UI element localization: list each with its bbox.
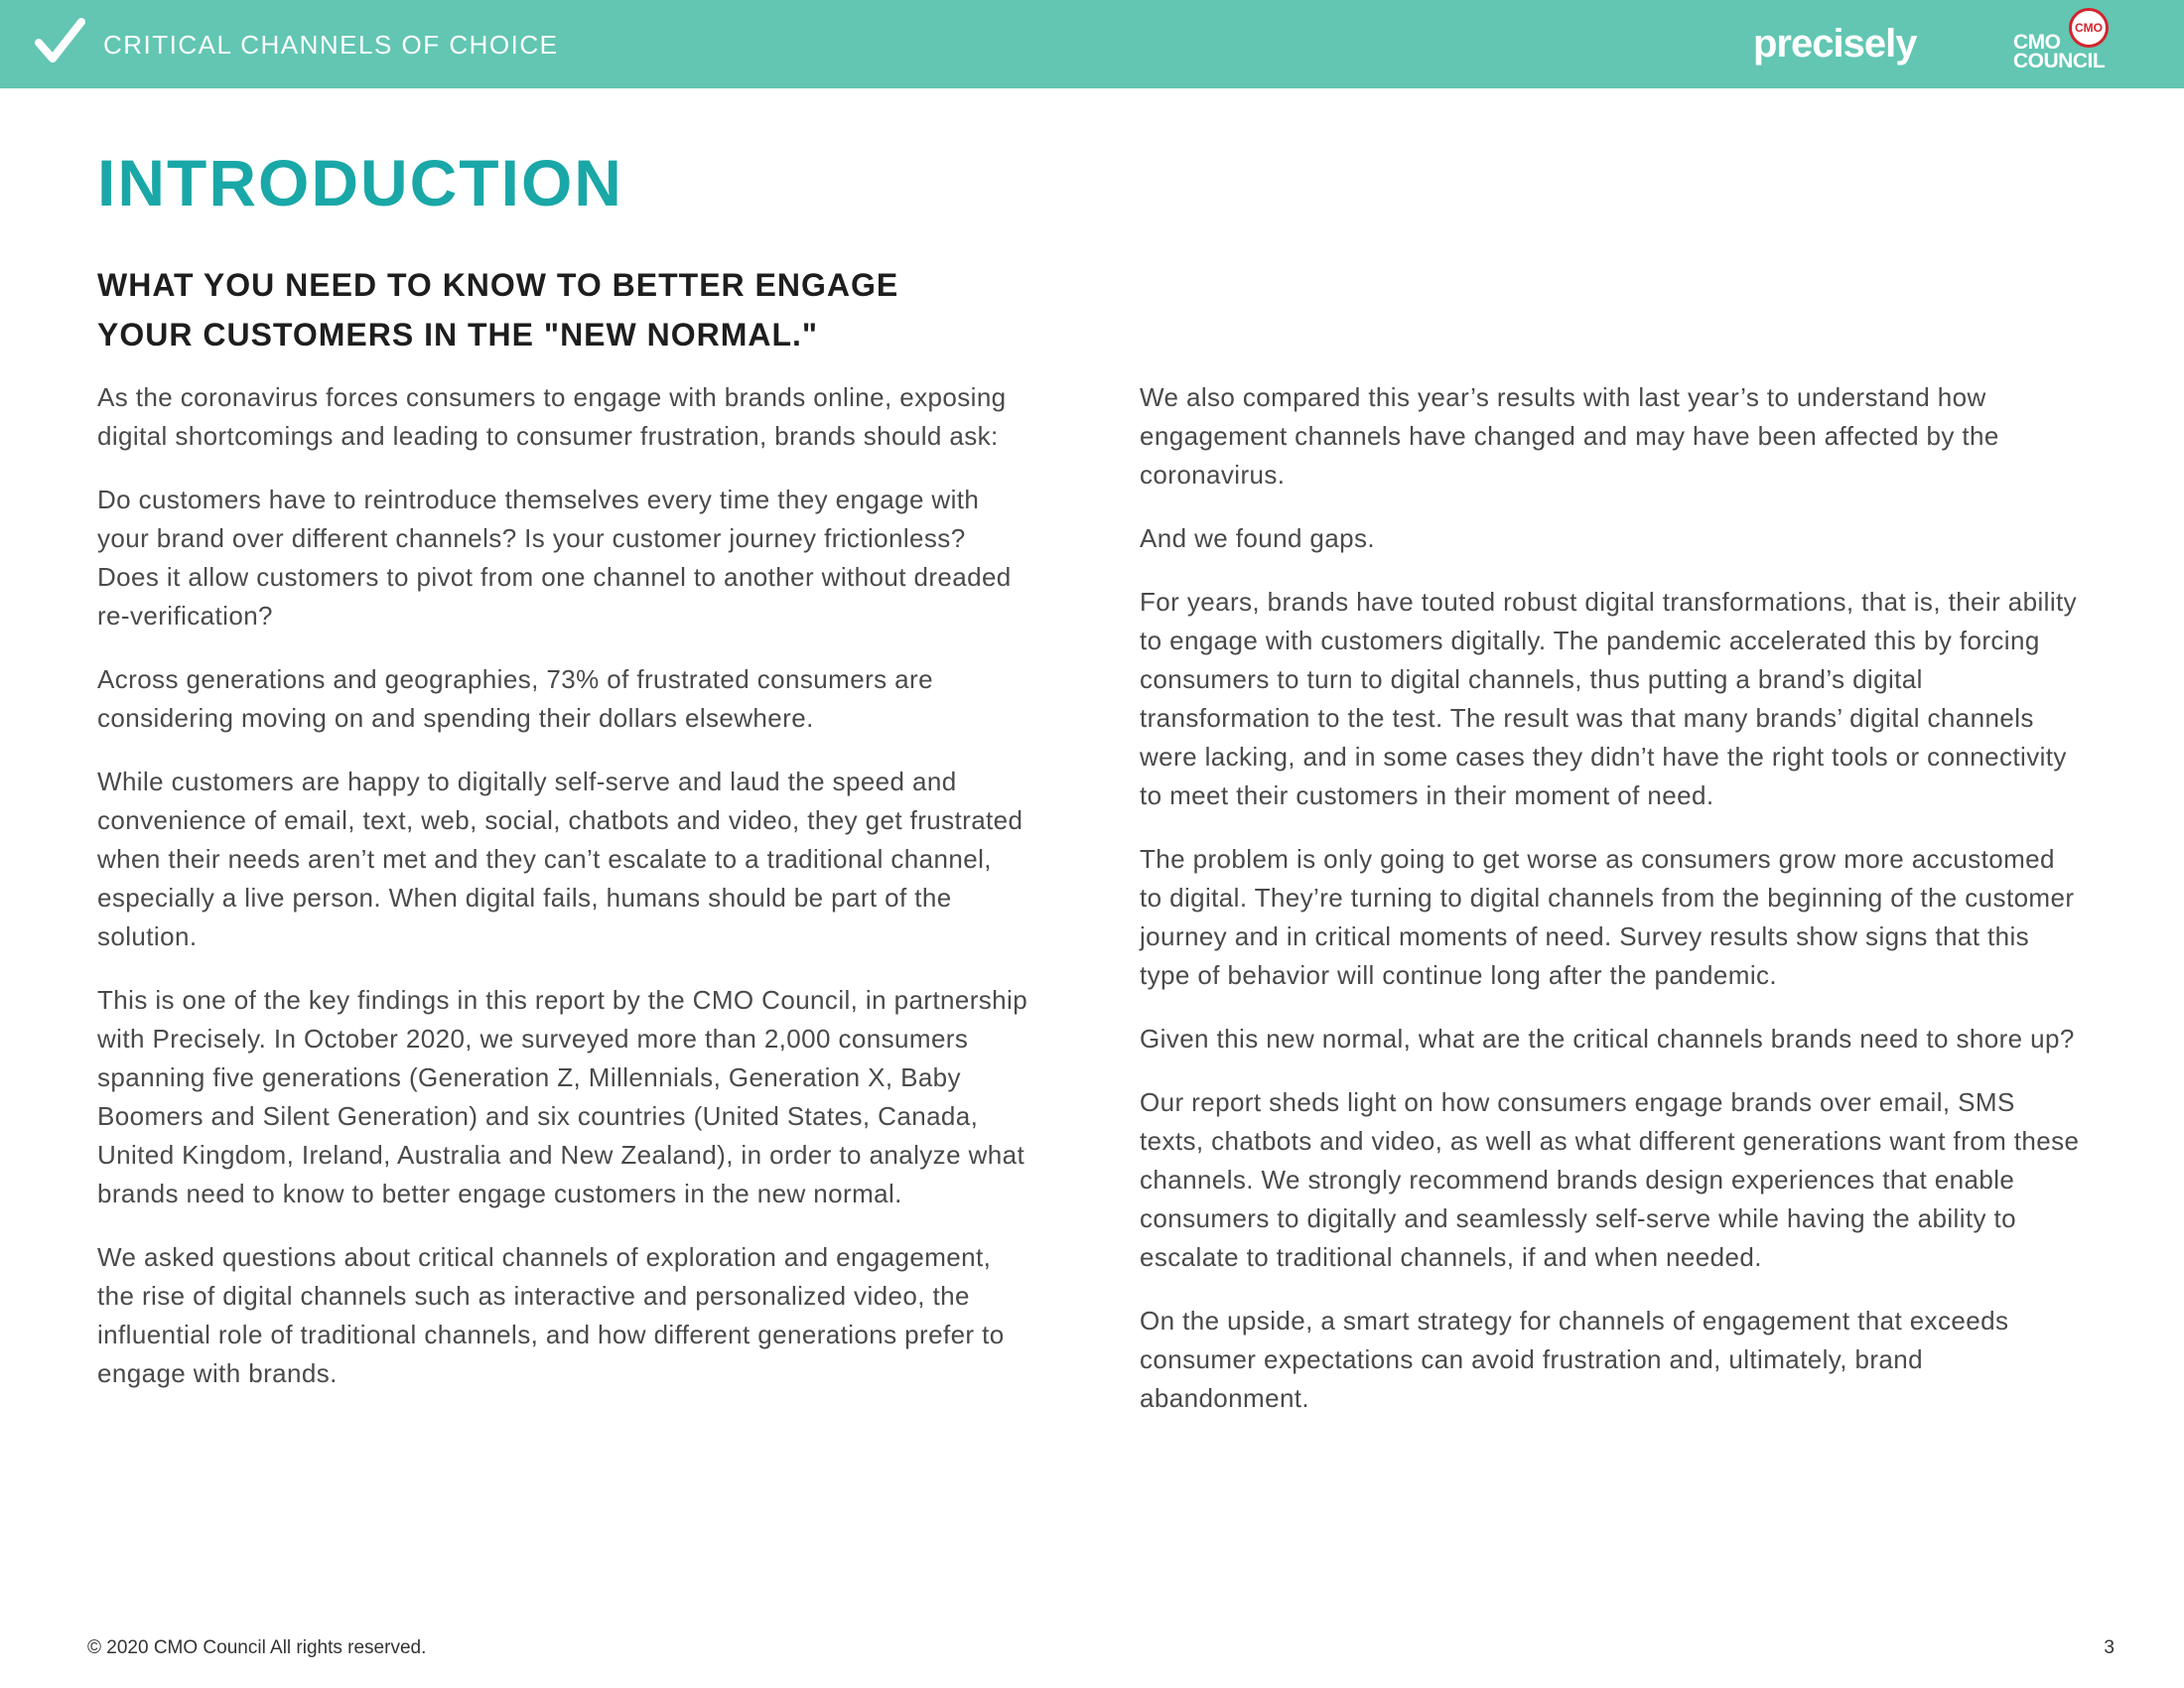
page-number: 3 xyxy=(2104,1637,2115,1658)
paragraph: And we found gaps. xyxy=(1140,523,1376,553)
paragraph: Given this new normal, what are the critical channels brands need to shore up? xyxy=(1140,1024,2075,1054)
paragraph: We also compared this year’s results with last year’s to understand how engagement channels have changed and may have been affected by the coronavirus. xyxy=(1140,382,1999,490)
precisely-logo: precisely xyxy=(1753,22,1917,66)
paragraph: As the coronavirus forces consumers to engage with brands online, exposing digital shortcomings and leading to consumer frustration, brands should ask: xyxy=(97,382,1007,451)
checkmark-icon xyxy=(34,16,85,66)
header-bar xyxy=(0,0,2184,88)
paragraph: The problem is only going to get worse as consumers grow more accustomed to digital. They’re turning to digital channels from the beginning of the customer journey and in critical moments of need. Survey results show signs that this type of behavior will continue long after the pandemic. xyxy=(1140,844,2075,990)
paragraph: On the upside, a smart strategy for channels of engagement that exceeds consumer expectations can avoid frustration and, ultimately, brand abandonment. xyxy=(1140,1306,2009,1413)
paragraph: Do customers have to reintroduce themselves every time they engage with your brand over different channels? Is your customer journey frictionless? Does it allow customers to pivot from one channel to another without dreaded re-verification? xyxy=(97,485,1012,631)
cmo-logo-line1: CMO xyxy=(2013,31,2061,54)
paragraph: We asked questions about critical channels of exploration and engagement, the rise of digital channels such as interactive and personalized video, the influential role of traditional channels, and how different generations prefer to engage with brands. xyxy=(97,1242,1005,1388)
cmo-logo-line2: COUNCIL xyxy=(2013,50,2106,72)
subtitle-line-2: YOUR CUSTOMERS IN THE "NEW NORMAL." xyxy=(97,317,819,352)
subtitle-line-1: WHAT YOU NEED TO KNOW TO BETTER ENGAGE xyxy=(97,267,899,303)
paragraph: This is one of the key findings in this report by the CMO Council, in partnership with Precisely. In October 2020, we surveyed more than 2,000 consumers spanning five generations (Generation Z, Millennials, Generation X, Baby Boomers and Silent Generation) and six countries (United States, Canada, United Kingdom, Ireland, Australia and New Zealand), in order to analyze what brands need to know to better engage customers in the new normal. xyxy=(97,985,1028,1208)
paragraph: While customers are happy to digitally self-serve and laud the speed and convenience of email, text, web, social, chatbots and video, they get frustrated when their needs aren’t met and they can’t escalate to a traditional channel, especially a live person. When digital fails, humans should be part of the solution. xyxy=(97,767,1024,951)
paragraph: Our report sheds light on how consumers engage brands over email, SMS texts, chatbots and video, as well as what different generations want from these channels. We strongly recommend brands design experiences that enable consumers to digitally and seamlessly self-serve while having the ability to escalate to traditional channels, if and when needed. xyxy=(1140,1087,2080,1272)
footer-copyright: © 2020 CMO Council All rights reserved. xyxy=(87,1637,427,1658)
left-column xyxy=(97,378,1030,1418)
paragraph: For years, brands have touted robust digital transformations, that is, their ability to engage with customers digitally. The pandemic accelerated this by forcing consumers to turn to digital channels, thus putting a brand’s digital transformation to the test. The result was that many brands’ digital channels were lacking, and in some cases they didn’t have the right tools or connectivity to meet their customers in their moment of need. xyxy=(1140,587,2078,810)
cmo-council-logo xyxy=(2013,8,2122,73)
header-title: CRITICAL CHANNELS OF CHOICE xyxy=(103,30,559,60)
right-column xyxy=(1140,378,2083,1443)
page-title: INTRODUCTION xyxy=(97,146,623,219)
page-subtitle xyxy=(97,260,991,359)
cmo-seal-icon: CMO xyxy=(2069,8,2109,48)
paragraph: Across generations and geographies, 73% of frustrated consumers are considering moving on and spending their dollars elsewhere. xyxy=(97,664,933,733)
